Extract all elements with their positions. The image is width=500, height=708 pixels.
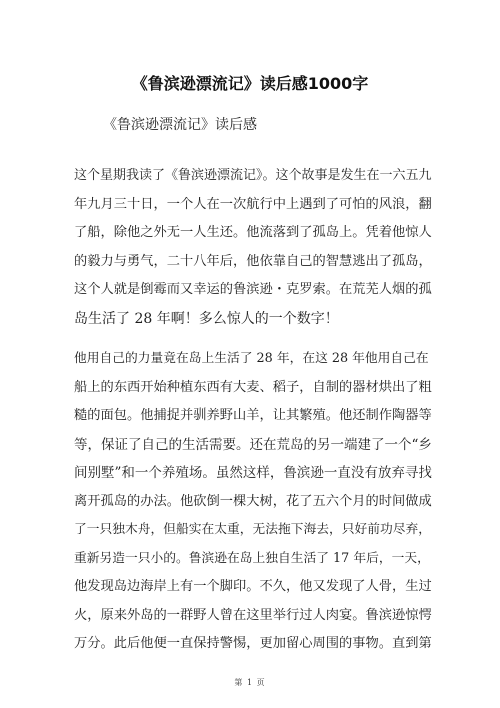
document-title: 《鲁滨逊漂流记》读后感1000字 xyxy=(131,74,369,93)
paragraph-line: 岛生活了 28 年啊！多么惊人的一个数字！ xyxy=(74,310,339,327)
paragraph-line: 年九月三十日，一个人在一次航行中上遇到了可怕的风浪，翻 xyxy=(74,196,432,212)
paragraph-line: 这个星期我读了《鲁滨逊漂流记》。这个故事是发生在一六五九 xyxy=(74,168,432,183)
paragraph-line: 等，保证了自己的生活需要。还在荒岛的另一端建了一个“乡 xyxy=(74,436,432,453)
paragraph-line: 间别墅”和一个养殖场。虽然这样，鲁滨逊一直没有放弃寻找 xyxy=(74,465,432,481)
paragraph-line: 了船，除他之外无一人生还。他流落到了孤岛上。凭着他惊人 xyxy=(74,225,432,240)
paragraph-1 xyxy=(74,162,434,333)
paragraph-line: 这个人就是倒霉而又幸运的鲁滨逊・克罗索。在荒芜人烟的孤 xyxy=(74,282,432,297)
paragraph-line: 重新另造一只小的。鲁滨逊在岛上独自生活了 17 年后，一天， xyxy=(74,550,430,566)
paragraph-line: 万分。此后他便一直保持警惕，更加留心周围的事物。直到第 xyxy=(74,636,432,651)
paragraph-line: 火，原来外岛的一群野人曾在这里举行过人肉宴。鲁滨逊惊愕 xyxy=(74,607,432,623)
paragraph-line: 了一只独木舟，但船实在太重，无法拖下海去，只好前功尽弃， xyxy=(74,522,431,537)
document-subtitle: 《鲁滨逊漂流记》读后感 xyxy=(103,117,257,133)
paragraph-line: 他发现岛边海岸上有一个脚印。不久，他又发现了人骨，生过 xyxy=(74,579,432,594)
paragraph-2 xyxy=(74,345,434,659)
paragraph-line: 船上的东西开始种植东西有大麦、稻子，自制的器材烘出了粗 xyxy=(74,379,432,395)
paragraph-line: 他用自己的力量竟在岛上生活了 28 年，在这 28 年他用自己在 xyxy=(74,351,429,366)
paragraph-line: 糙的面包。他捕捉并驯养野山羊，让其繁殖。他还制作陶器等 xyxy=(74,408,432,423)
paragraph-line: 的毅力与勇气，二十八年后，他依靠自己的智慧逃出了孤岛， xyxy=(74,253,432,269)
page-number: 第 1 页 xyxy=(234,678,266,687)
paragraph-line: 离开孤岛的办法。他砍倒一棵大树，花了五六个月的时间做成 xyxy=(74,493,432,509)
